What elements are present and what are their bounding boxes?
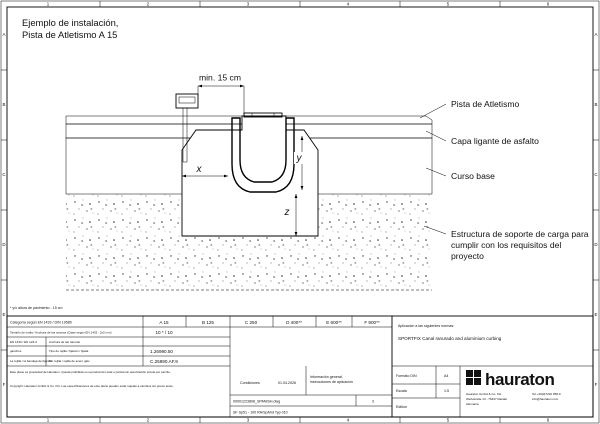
- ruler-number: 2: [146, 1, 150, 7]
- layer-labels: [420, 99, 589, 261]
- ruler-letter: B: [594, 102, 598, 107]
- load-class-b125: B 125: [201, 320, 215, 325]
- dimension-label: min. 15 cm: [198, 72, 242, 83]
- mesh-size-value: 10 * / 10: [155, 330, 173, 335]
- address-3: Alemania: [466, 402, 479, 406]
- general-info-1: Información general,: [310, 375, 343, 379]
- ruler-top-numbers: [47, 2, 550, 7]
- aluminium-curbing: [176, 94, 198, 108]
- load-class-c250: C 250: [244, 320, 258, 325]
- dimension-x-label: x: [196, 164, 202, 175]
- ruler-number: 4: [346, 417, 350, 423]
- drawing-number: SF Sp51 - 100 RA/SpAhd Typ 010: [233, 410, 288, 415]
- ruler-letter: F: [2, 382, 6, 387]
- scale-value: 1:5: [444, 389, 449, 393]
- ruler-left-letters: [2, 32, 5, 387]
- mesh-size-label: Tamaño de malla / Anchura de las ranuras (Clase según EN 1433 - 2x2 mm): [10, 330, 112, 335]
- label-track: Pista de Atletismo: [451, 99, 520, 109]
- ruler-number: 1: [46, 1, 50, 7]
- hauraton-logo: [466, 370, 555, 389]
- label-structure-1: Estructura de soporte de carga para: [451, 229, 589, 239]
- label-structure-3: proyecto: [451, 251, 484, 261]
- row-text: Anchura de las ranuras: [49, 340, 81, 344]
- load-class-a15: A 15: [159, 320, 169, 325]
- drawing-date: 01.04.2026: [278, 381, 296, 385]
- ruler-letter: F: [594, 382, 598, 387]
- address-2: Werkstraße 13 - 76437 Rastatt: [466, 397, 507, 401]
- ruler-letter: D: [594, 242, 598, 247]
- load-class-d400: D 400**: [286, 320, 302, 325]
- label-structure-2: cumplir con los requisitos del: [451, 240, 562, 250]
- revision: 3: [372, 399, 374, 404]
- email: info@hauraton.com: [532, 397, 559, 401]
- ruler-right-letters: [594, 32, 597, 387]
- ruler-number: 6: [546, 1, 550, 7]
- disclaimer-2: Copyright: Hauraton GmbH & Co. KG. Las especificaciones de este plano pueden estar sujetas a cambios sin previo aviso.: [10, 384, 174, 388]
- cross-section: [66, 94, 432, 290]
- ruler-bottom-numbers: [47, 418, 550, 423]
- row-value: C.25890.AF.9: [150, 359, 178, 364]
- file-name: 00001223808_SPANISH.dwg: [233, 399, 281, 404]
- brand-name: hauraton: [485, 370, 555, 389]
- category-label: Categoría según EN 1433 / DIN 19580: [10, 320, 72, 325]
- row-value: 1.26990.50: [150, 349, 173, 354]
- ruler-letter: D: [2, 242, 6, 247]
- ruler-number: 3: [246, 417, 250, 423]
- dimension-z-label: z: [284, 207, 290, 218]
- product-name: SPORTFIX Canal ranurado and aluminium curbing: [398, 336, 502, 341]
- general-info-2: instrucciones de aplicación: [310, 380, 353, 384]
- ruler-number: 3: [246, 1, 250, 7]
- load-class-e600: E 600**: [326, 320, 342, 325]
- drawing-title: Ejemplo de instalación,: [22, 17, 119, 28]
- ruler-letter: C: [2, 172, 6, 177]
- ruler-number: 2: [146, 417, 150, 423]
- conditions-label: Condiciones: [240, 381, 260, 385]
- ruler-number: 5: [446, 1, 450, 7]
- dimension-y-label: y: [296, 153, 302, 164]
- edition-label: Edition: [396, 405, 407, 409]
- row-label: EN 1433 / EN 124-3: [10, 340, 37, 344]
- application-label: Aplicación a las siguientes normas:: [398, 324, 455, 328]
- ruler-number: 5: [446, 417, 450, 423]
- disclaimer-1: Este plano es propiedad de Hauraton. Queda prohibida su reproducción total o parcial sin autorización previa por escrito.: [10, 370, 171, 374]
- format-label: Formato DIN: [396, 374, 417, 378]
- row-text: Sin rejilla / rejilla de acero galv.: [49, 359, 91, 363]
- address-1: Hauraton GmbH & Co. KG: [466, 392, 502, 396]
- phone: Tel +49(0)7222 958-0: [532, 392, 561, 396]
- ruler-letter: A: [594, 32, 598, 37]
- footnote: * y/x altura de pavimento - 15 cm: [10, 306, 63, 310]
- row-text: Tipo de rejilla / fijación / fijada: [49, 349, 89, 353]
- title-block: [7, 316, 593, 417]
- ruler-letter: C: [594, 172, 598, 177]
- row-label: La rejilla / la bandeja de fijación: [10, 359, 52, 363]
- ruler-letter: E: [594, 312, 598, 317]
- row-label: ganchos: [10, 349, 22, 353]
- ruler-number: 4: [346, 1, 350, 7]
- load-class-f900: F 900**: [364, 320, 380, 325]
- label-base-course: Curso base: [451, 171, 495, 181]
- scale-label: Escala: [396, 389, 407, 393]
- ruler-number: 6: [546, 417, 550, 423]
- ruler-letter: E: [2, 312, 6, 317]
- dimension-min-15cm: [196, 72, 244, 116]
- drawing-subtitle: Pista de Atletismo A 15: [22, 29, 118, 40]
- ruler-letter: B: [2, 102, 6, 107]
- ruler-number: 1: [46, 417, 50, 423]
- format-value: A4: [444, 374, 449, 378]
- label-asphalt: Capa ligante de asfalto: [451, 136, 539, 146]
- ruler-letter: A: [2, 32, 6, 37]
